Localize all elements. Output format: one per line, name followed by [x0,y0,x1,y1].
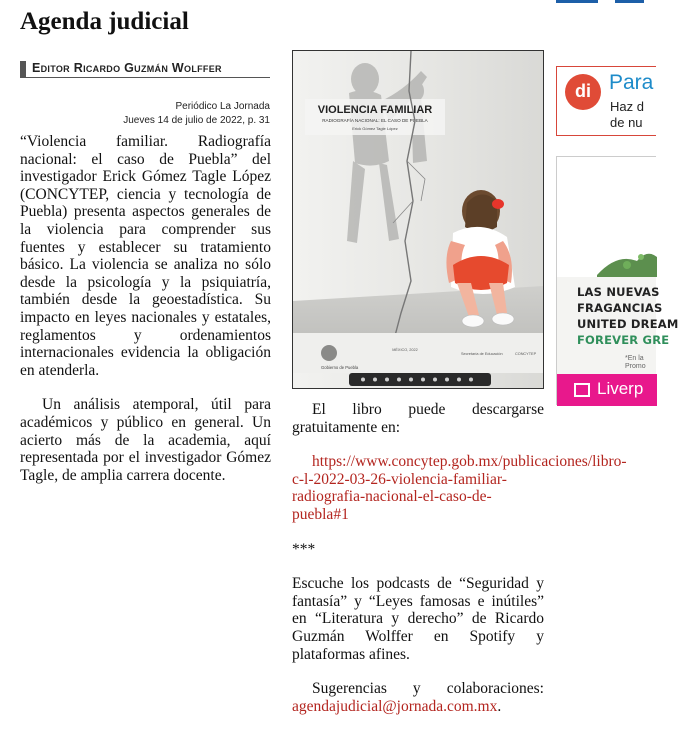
article-right-column [292,401,627,732]
podcast-text: Escuche los podcasts de “Seguridad y fantasía” y “Leyes famosas e inútiles” en “Literatura y derecho” de Ricardo Guzmán Wolffer en Spotify y plataformas afines. [292,575,544,663]
advertisement-banner-2[interactable] [556,156,679,405]
source-newspaper: Periódico La Jornada [175,101,270,112]
separator: *** [292,540,316,558]
ad-brand-bar [557,374,657,406]
source-date: Jueves 14 de julio de 2022, p. 31 [123,115,270,126]
suggestions-paragraph [292,680,544,715]
ad-text: FRAGANCIAS [577,301,663,315]
ad-text: UNITED DREAM [577,317,679,331]
article-paragraph: Un análisis atemporal, útil para académicos y público en general. Un acierto más de la academia, aquí representada por el investigador Gómez Tagle, de amplia carrera docente. [20,396,271,484]
ad-note: *En la [625,355,644,362]
ad-note: Promo [625,363,646,370]
cover-subtitle: RADIOGRAFÍA NACIONAL: EL CASO DE PUEBLA [322,118,428,123]
article-left-column [20,133,271,501]
cover-author: Erick Gómez Tagle López [352,126,398,131]
suggestions-email-link[interactable]: agendajudicial@jornada.com.mx [292,697,498,715]
top-nav-stub [556,0,598,3]
cover-title: VIOLENCIA FAMILIAR [317,104,433,116]
article-paragraph: “Violencia familiar. Radiografía nacional: el caso de Puebla” del investigador Erick Gómez Tagle López (CONCYTEP, ciencia y tecnología de Puebla) presenta aspectos generales de la violencia para comprender sus fuentes y establecer su tratamiento básico. La violencia se analiza no sólo desde la psicología y la psiquiatría, también desde la geoestadística. Su impacto en leyes nacionales y estatales, reglamentos y ordenamientos internacionales evidencia la obligación en atenderla. [20,133,271,379]
cover-footer-puebla: Gobierno de Puebla [321,365,359,370]
page-title: Agenda judicial [20,8,189,35]
cover-footer-sep: Secretaría de Educación [461,352,503,356]
download-link[interactable]: https://www.concytep.gob.mx/publicaciones/libro-c-l-2022-03-26-violencia-familiar-radiografia-nacional-el-caso-de-puebla#1 [292,453,627,523]
ad-brand-text: Liverp [597,379,644,398]
ad-line: de nu [610,115,643,130]
source-info [20,100,270,128]
ad-headline: Para [609,71,654,94]
download-paragraph [292,453,627,523]
book-cover-illustration [293,51,543,388]
ad-line: Haz d [610,99,644,114]
suggestions-period: . [497,697,502,715]
top-nav-stub [615,0,644,3]
suggestions-label: Sugerencias y colaboraciones: [312,680,544,698]
shopping-bag-icon [574,383,590,397]
ad-logo-icon: di [565,74,601,110]
editor-byline: Editor Ricardo Guzmán Wolffer [20,61,270,78]
download-text: El libro puede descargarse gratuitamente en: [292,401,544,436]
cover-footer-year: MÉXICO, 2022 [392,348,418,352]
book-cover-image [292,50,544,389]
ad-text: FOREVER GRE [577,333,670,347]
ad-fragrance-image [557,157,657,287]
ad-text: LAS NUEVAS [577,285,660,299]
cover-footer-concytep: CONCYTEP [515,352,537,356]
advertisement-banner-1[interactable] [556,66,656,136]
